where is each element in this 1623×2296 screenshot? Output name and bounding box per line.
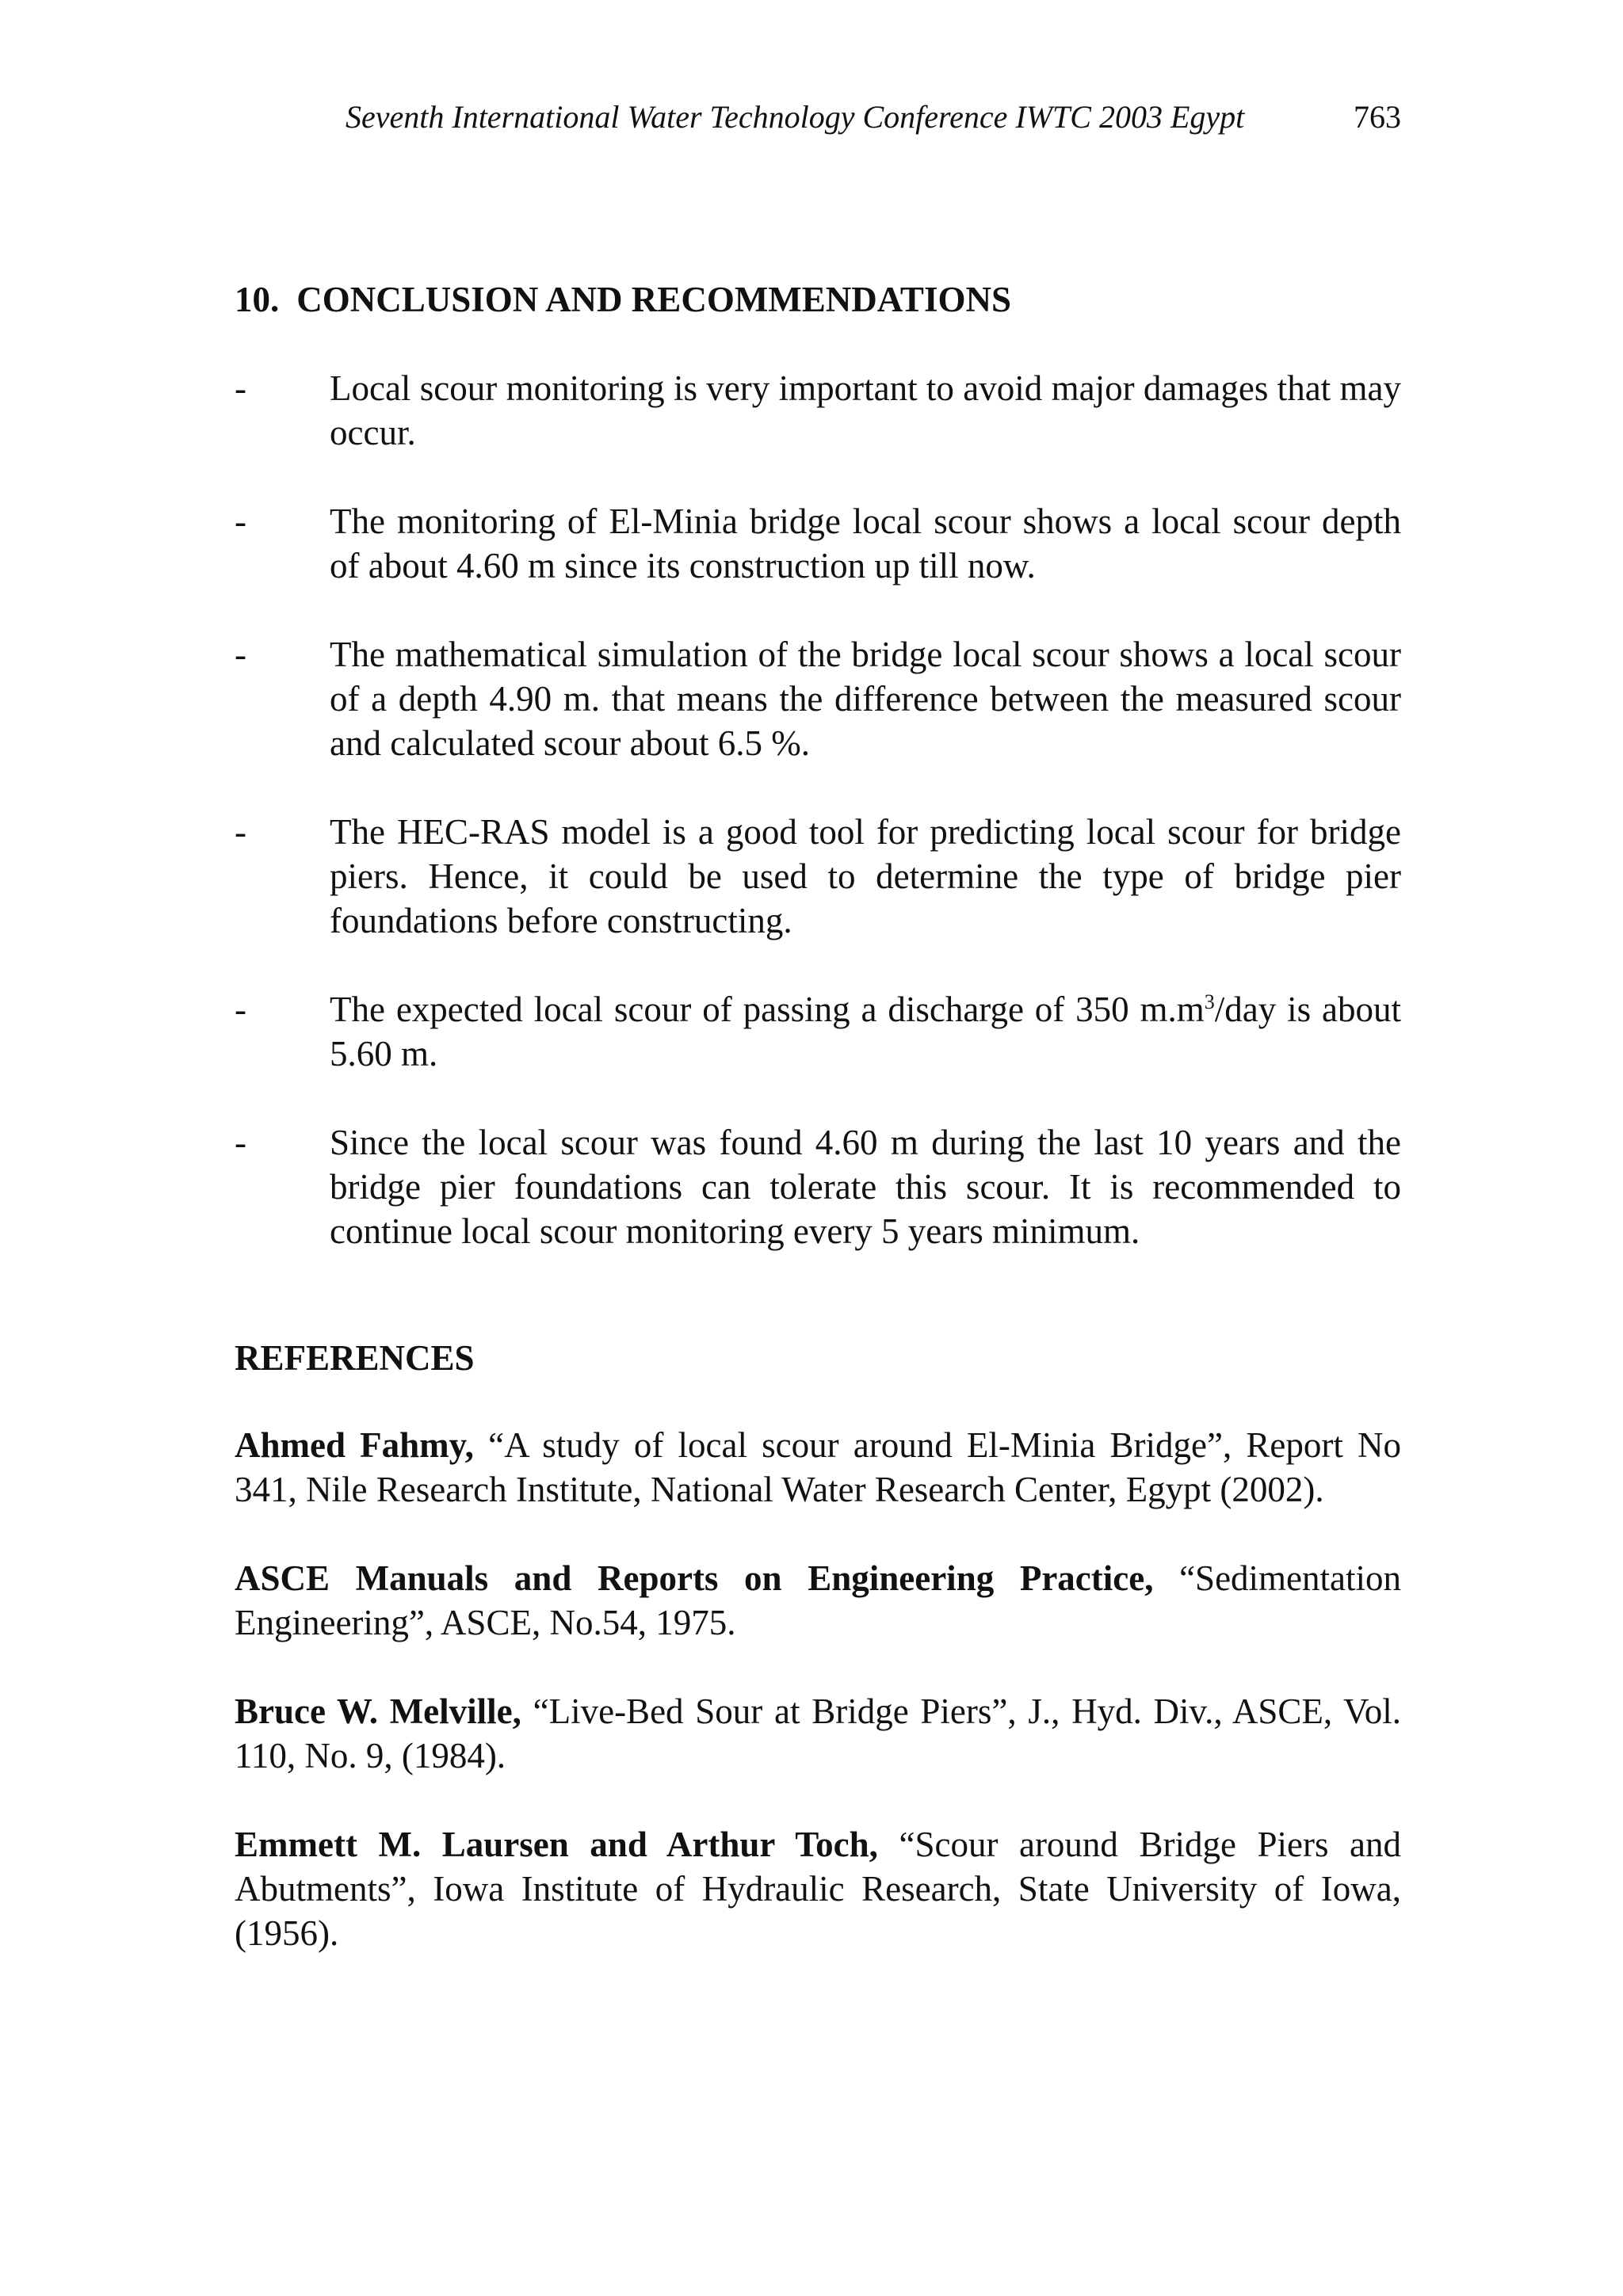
conclusion-item: [235, 632, 1401, 765]
reference-author: Emmett M. Laursen and Arthur Toch,: [235, 1825, 878, 1864]
conclusion-text: The mathematical simulation of the bridge local scour shows a local scour of a depth 4.90 m. that means the difference between the measured scour and calculated scour about 6.5 %.: [330, 635, 1401, 763]
conclusion-text-part: /day is about 5.60 m.: [330, 990, 1401, 1074]
conclusion-text: [330, 990, 1401, 1074]
reference-entry: [235, 1556, 1401, 1645]
conclusion-item: [235, 987, 1401, 1076]
conclusion-text: The HEC-RAS model is a good tool for predicting local scour for bridge piers. Hence, it could be used to determine the type of bridge pier foundations before constructing.: [330, 812, 1401, 940]
conclusion-text: Local scour monitoring is very important to avoid major damages that may occur.: [330, 368, 1401, 452]
bullet-dash: -: [235, 502, 246, 541]
conclusion-text: The monitoring of El-Minia bridge local scour shows a local scour depth of about 4.60 m since its construction up till now.: [330, 502, 1401, 585]
conference-title: Seventh International Water Technology Conference IWTC 2003 Egypt: [346, 99, 1245, 135]
conclusion-text-part: The expected local scour of passing a discharge of 350 m.m: [330, 990, 1205, 1029]
reference-text: “Live-Bed Sour at Bridge Piers”, J., Hyd. Div., ASCE, Vol. 110, No. 9, (1984).: [235, 1691, 1401, 1775]
reference-text: “Scour around Bridge Piers and Abutments”, Iowa Institute of Hydraulic Research, State University of Iowa, (1956).: [235, 1825, 1401, 1953]
conclusion-list: [235, 366, 1401, 1298]
bullet-dash: -: [235, 635, 246, 674]
running-header: [346, 97, 1401, 138]
conclusion-item: [235, 499, 1401, 588]
section-title: CONCLUSION AND RECOMMENDATIONS: [296, 280, 1011, 319]
section-number: 10.: [235, 280, 280, 319]
section-heading: [235, 276, 1011, 323]
bullet-dash: -: [235, 990, 246, 1029]
page-number: 763: [1354, 99, 1401, 135]
superscript-cubed: 3: [1204, 990, 1215, 1013]
reference-author: Bruce W. Melville,: [235, 1691, 521, 1731]
reference-author: Ahmed Fahmy,: [235, 1425, 474, 1465]
conclusion-item: [235, 366, 1401, 455]
references-list: [235, 1423, 1401, 2000]
conclusion-item: [235, 810, 1401, 943]
bullet-dash: -: [235, 812, 246, 852]
references-heading: REFERENCES: [235, 1338, 475, 1378]
reference-text: “A study of local scour around El-Minia Bridge”, Report No 341, Nile Research Institute, National Water Research Center, Egypt (2002).: [235, 1425, 1401, 1509]
bullet-dash: -: [235, 368, 246, 408]
conclusion-text: Since the local scour was found 4.60 m during the last 10 years and the bridge pier foundations can tolerate this scour. It is recommended to continue local scour monitoring every 5 years minimum.: [330, 1123, 1401, 1251]
reference-text: “Sedimentation Engineering”, ASCE, No.54, 1975.: [235, 1558, 1401, 1642]
bullet-dash: -: [235, 1123, 246, 1162]
reference-entry: [235, 1689, 1401, 1778]
reference-entry: [235, 1423, 1401, 1512]
paper-page: [235, 0, 1401, 2296]
reference-entry: [235, 1822, 1401, 1955]
conclusion-item: [235, 1120, 1401, 1253]
reference-author: ASCE Manuals and Reports on Engineering Practice,: [235, 1558, 1154, 1598]
